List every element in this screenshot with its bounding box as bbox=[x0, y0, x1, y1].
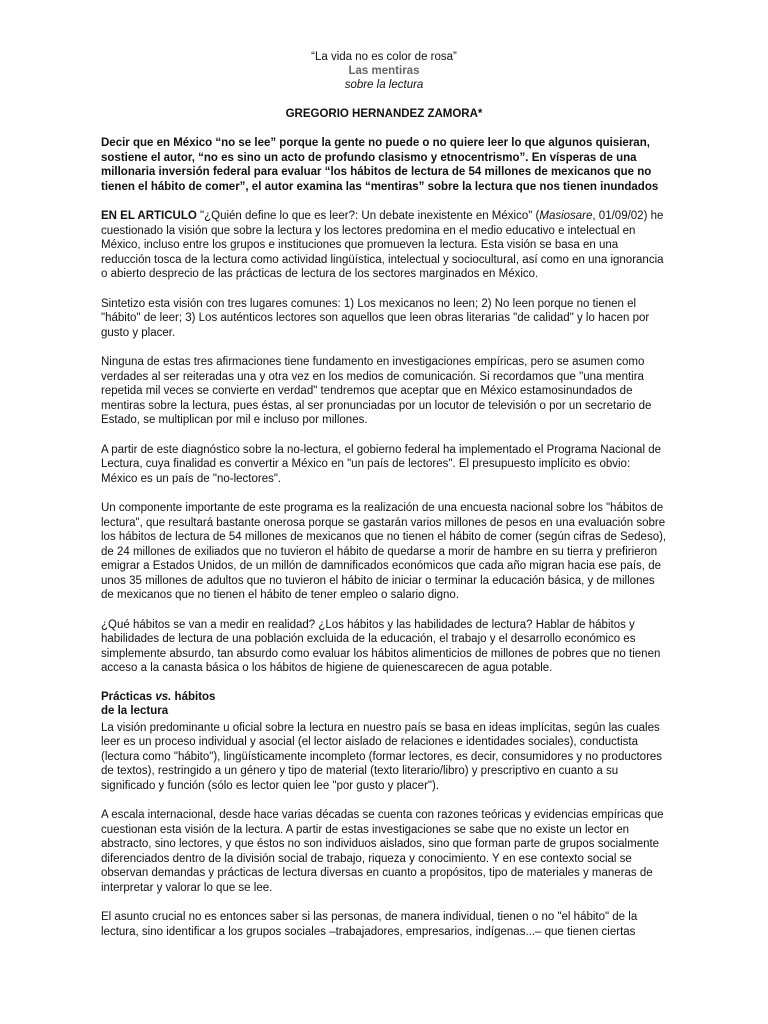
author-name: GREGORIO HERNANDEZ ZAMORA* bbox=[285, 108, 483, 120]
body-paragraph: A partir de este diagnóstico sobre la no-lectura, el gobierno federal ha implementado el Programa Nacional de Lectura, cuya finalidad es convertir a México en "un país de lectores". El presupuesto implícito es obvio: México es un país de "no-lectores". bbox=[101, 443, 661, 485]
section-paragraph: El asunto crucial no es entonces saber si las personas, de manera individual, tienen o no "el hábito" de la lectura, sino identificar a los grupos sociales –trabajadores, empresarios, indígenas...– que tienen ciertas bbox=[101, 911, 638, 938]
body-paragraph: Un componente importante de este programa es la realización de una encuesta nacional sobre los "hábitos de lectura", que resultará bastante onerosa porque se gastarán varios millones de pesos en una evaluación sobre los hábitos de lectura de 54 millones de mexicanos que no tienen el hábito de comer (según cifras de Sedeso), de 24 millones de exiliados que no tuvieron el hábito de quedarse a morir de hambre en su tierra y prefirieron emigrar a Estados Unidos, de un millón de damnificados económicos que cada año migran hacia ese país, de unos 35 millones de adultos que no tuvieron el hábito de iniciar o terminar la educación básica, y de millones de mexicanos que no tienen el hábito de tener empleo o salario digno. bbox=[101, 502, 667, 601]
document-title: “La vida no es color de rosa” bbox=[311, 51, 457, 63]
section-paragraph: La visión predominante u oficial sobre la lectura en nuestro país se basa en ideas implícitas, según las cuales leer es un proceso individual y asocial (el lector aislado de relaciones e identidades sociales), conductista (lectura como "hábito"), lingüísticamente incompleto (formar lectores, es decir, consumidores y no productores de textos), restringido a un género y tipo de material (texto literario/libro) y prescriptivo en cuanto a su significado y función (sólo es lector quien lee "por gusto y placer"). bbox=[101, 721, 663, 792]
body-paragraph: ¿Qué hábitos se van a medir en realidad? ¿Los hábitos y las habilidades de lectura? Hablar de hábitos y habilidades de lectura de una población excluida de la educación, el trabajo y el desarrollo económico es simplemente absurdo, tan absurdo como evaluar los hábitos alimenticios de millones de pobres que no tienen acceso a la canasta básica o los hábitos de higiene de quienescarecen de agua potable. bbox=[101, 618, 661, 674]
lead-paragraph: Decir que en México “no se lee” porque la gente no puede o no quiere leer lo que algunos quisieran, sostiene el autor, “no es sino un acto de profundo clasismo y etnocentrismo”. En vísperas de una millonaria inversión federal para evaluar “los hábitos de lectura de 54 millones de mexicanos que no tienen el hábito de comer”, el autor examina las “mentiras” sobre la lectura que nos tienen inundados bbox=[101, 137, 659, 193]
document-subtitle: Las mentiras bbox=[348, 65, 420, 77]
document-subsubtitle: sobre la lectura bbox=[344, 79, 424, 91]
section-heading-line-1 bbox=[101, 690, 667, 705]
section-heading-italic: vs. bbox=[155, 690, 172, 703]
article-intro-text-1: "¿Quién define lo que es leer?: Un debate inexistente en México" ( bbox=[196, 210, 540, 222]
section-heading-line-2: de la lectura bbox=[101, 705, 169, 717]
article-intro-source: Masiosare bbox=[539, 210, 593, 222]
section-heading-part-1: Prácticas bbox=[101, 690, 156, 703]
section-paragraph: A escala internacional, desde hace varias décadas se cuenta con razones teóricas y evidencias empíricas que cuestionan esta visión de la lectura. A partir de estas investigaciones se sabe que no existe un lector en abstracto, sino lectores, y que éstos no son individuos aislados, sino que forman parte de grupos socialmente diferenciados dentro de la división social de trabajo, riqueza y conocimiento. Y en ese contexto social se observan demandas y prácticas de lectura diversas en cuanto a propósitos, tipo de materiales y maneras de interpretar y valorar lo que se lee. bbox=[101, 809, 664, 894]
article-intro-label: EN EL ARTICULO bbox=[101, 210, 197, 222]
document-header bbox=[101, 50, 667, 92]
article-intro-text-2: , 01/09/02) he cuestionado la visión que sobre la lectura y los lectores predomina en el medio educativo e intelectual en México, incluso entre los grupos e instituciones que promueven la lectura. Esta visión se basa en una reducción tosca de la lectura como actividad lingüística, intelectual y sociocultural, así como en una ignorancia o abierto desprecio de las prácticas de lectura de los sectores marginados en México. bbox=[101, 210, 664, 280]
document-page bbox=[101, 50, 667, 939]
body-paragraph: Sintetizo esta visión con tres lugares comunes: 1) Los mexicanos no leen; 2) No leen porque no tienen el "hábito" de leer; 3) Los auténticos lectores son aquellos que leen obras literarias "de calidad" y lo hacen por gusto y placer. bbox=[101, 297, 650, 339]
section-heading bbox=[101, 690, 667, 719]
body-paragraph: Ninguna de estas tres afirmaciones tiene fundamento en investigaciones empíricas, pero se asumen como verdades al ser reiteradas una y otra vez en los medios de comunicación. Si recordamos que "una mentira repetida mil veces se convierte en verdad" tendremos que aceptar que en México estamosinundados de mentiras sobre la lectura, pues éstas, al ser pronunciadas por un locutor de televisión o por un secretario de Estado, se multiplican por mil e incluso por millones. bbox=[101, 356, 652, 426]
article-intro-paragraph bbox=[101, 209, 667, 282]
section-heading-part-2: hábitos bbox=[171, 690, 216, 703]
